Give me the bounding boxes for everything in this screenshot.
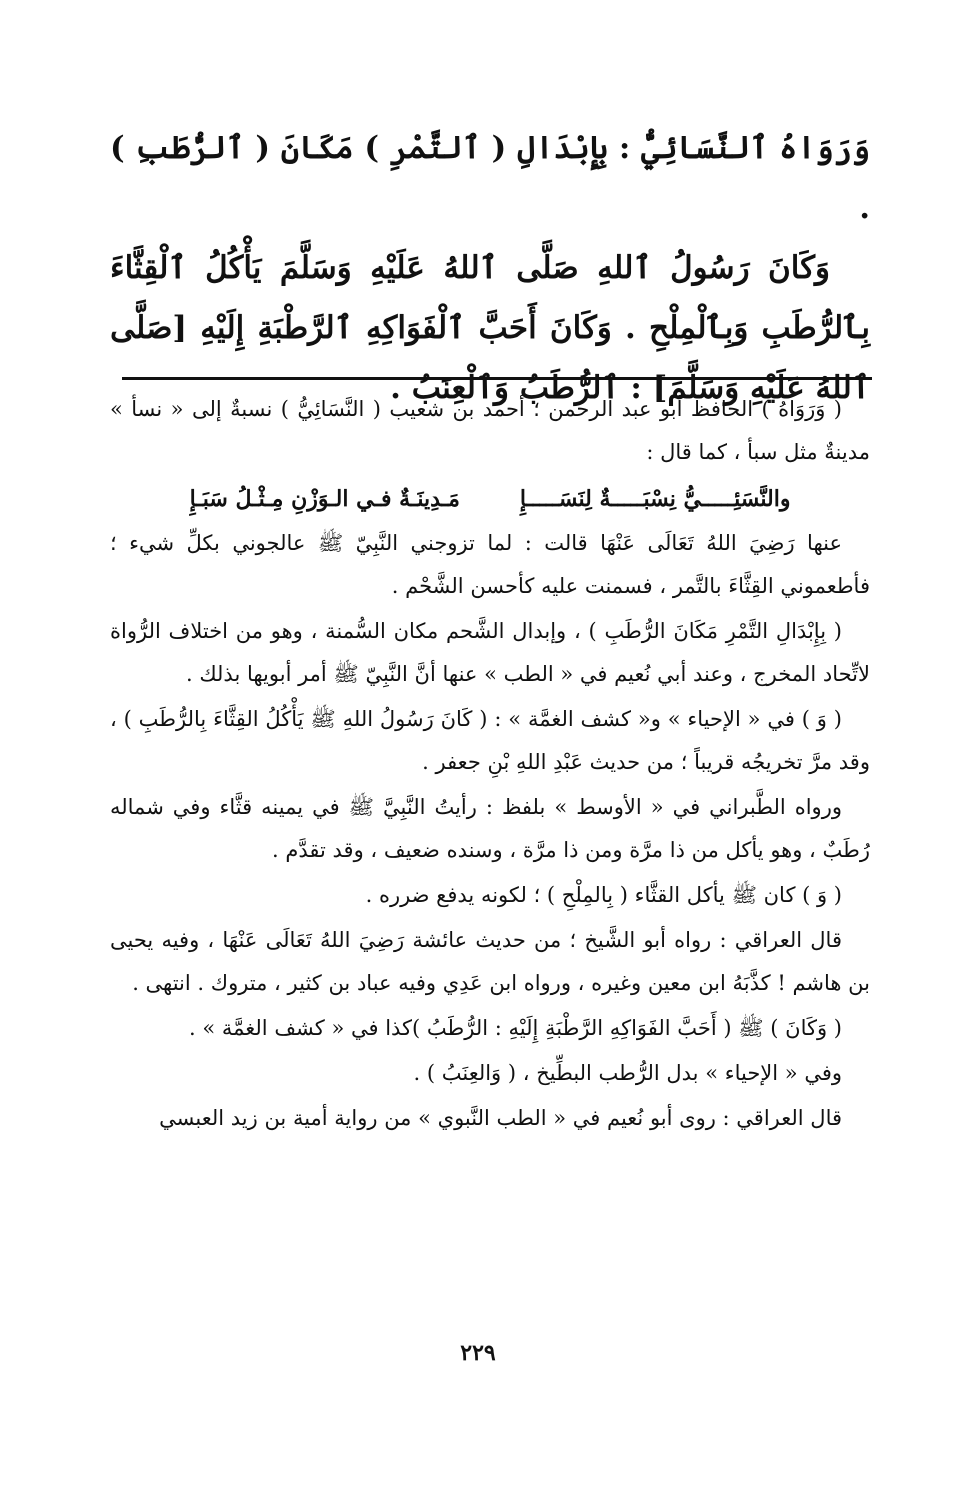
footnote-paragraph: ( وَكَانَ ) ﷺ ( أَحَبَّ الفَوَاكِهِ الرَّطْبَةِ إِلَيْهِ : الرُّطَبُ )كذا في « كشف الغمَّة » . [189, 1016, 842, 1040]
main-text [110, 118, 870, 418]
footnote-paragraph: ( بِإِبْدَالِ التَّمْرِ مَكَانَ الرُّطَبِ ) ، وإبدال الشَّحم مكان السُّمنة ، وهو من اختلاف الرُّواة لاتِّحاد المخرج ، وعند أبي نُعيم في « الطب » عنها أنَّ النَّبِيّ ﷺ أمر أبويها بذلك . [110, 619, 870, 686]
footnote-paragraph: ( وَرَوَاهُ ) الحافظ أبو عبد الرحمن ؛ أحمد بن شعيب ( النَّسَائِيُّ ) نسبةٌ إلى « نسأ » مدينةٌ مثل سبأ ، كما قال : [110, 397, 870, 464]
verse-hemistich-left: مَـدِينَـةٌ فـي الـوَزْنِ مِـثْـلُ سَبَـإِ [189, 486, 460, 512]
footnote-paragraph: وفي « الإحياء » بدل الرُّطب البطِّيخ ، ( وَالعِنَبُ ) . [413, 1061, 842, 1085]
footnote-paragraph: عنها رَضِيَ اللهُ تَعَالَى عَنْهَا قالت : لما تزوجني النَّبِيّ ﷺ عالجوني بكلِّ شيء ؛ فأطعموني القِثَّاءَ بالتَّمر ، فسمنت عليه كأحسن الشَّحْم . [110, 531, 870, 598]
poetry-verse [110, 476, 870, 522]
footnote-paragraph: قال العراقي : روى أبو نُعيم في « الطب النَّبوي » من رواية أمية بن زيد العبسي [159, 1106, 842, 1130]
verse-hemistich-right: والنَّسَئِـــــيُّ نِسْبَـــــةٌ لِنَسَـــــإِ [519, 486, 791, 512]
footnote-paragraph: قال العراقي : رواه أبو الشَّيخ ؛ من حديث عائشة رَضِيَ اللهُ تَعَالَى عَنْهَا ، وفيه يحيى بن هاشم ! كذَّبَهُ ابن معين وغيره ، ورواه ابن عَدِي وفيه عباد بن كثير ، متروك . انتهى . [110, 928, 870, 995]
main-paragraph: وَكَانَ رَسُولُ ٱللهِ صَلَّى ٱللهُ عَلَيْهِ وَسَلَّمَ يَأْكُلُ ٱلْقِثَّاءَ بِٱلرُّطَبِ وَبِٱلْمِلْحِ . وَكَانَ أَحَبَّ ٱلْفَوَاكِهِ ٱلرَّطْبَةِ إِلَيْهِ [صَلَّى ٱللهُ عَلَيْهِ وَسَلَّمَ] : ٱلرُّطَبُ وَٱلْعِنَبُ . [110, 250, 870, 406]
footnote-paragraph: ( وَ ) كان ﷺ يأكل القثَّاء ( بِالمِلْحِ ) ؛ لكونه يدفع ضرره . [365, 883, 842, 907]
footnote-divider [122, 377, 872, 380]
footnotes [110, 388, 870, 1142]
footnote-paragraph: ورواه الطَّبراني في « الأوسط » بلفظ : رأيتُ النَّبِيَّ ﷺ في يمينه قثَّاء وفي شماله رُطَبٌ ، وهو يأكل من ذا مرَّة ومن ذا مرَّة ، وسنده ضعيف ، وقد تقدَّم . [110, 795, 870, 862]
page-number: ٢٢٩ [460, 1340, 496, 1366]
main-paragraph: وَرَوَاهُ ٱلنَّسَائِيُّ : بِإِبْدَالِ ( ٱلتَّمْرِ ) مَكَانَ ( ٱلرُّطَبِ ) . [110, 130, 870, 226]
footnote-paragraph: ( وَ ) في « الإحياء » و« كشف الغمَّة » : ( كَانَ رَسُولُ اللهِ ﷺ يَأْكُلُ القِثَّاءَ بِالرُّطَبِ ) ، وقد مرَّ تخريجُه قريباً ؛ من حديث عَبْدِ اللهِ بْنِ جعفر . [110, 707, 870, 774]
